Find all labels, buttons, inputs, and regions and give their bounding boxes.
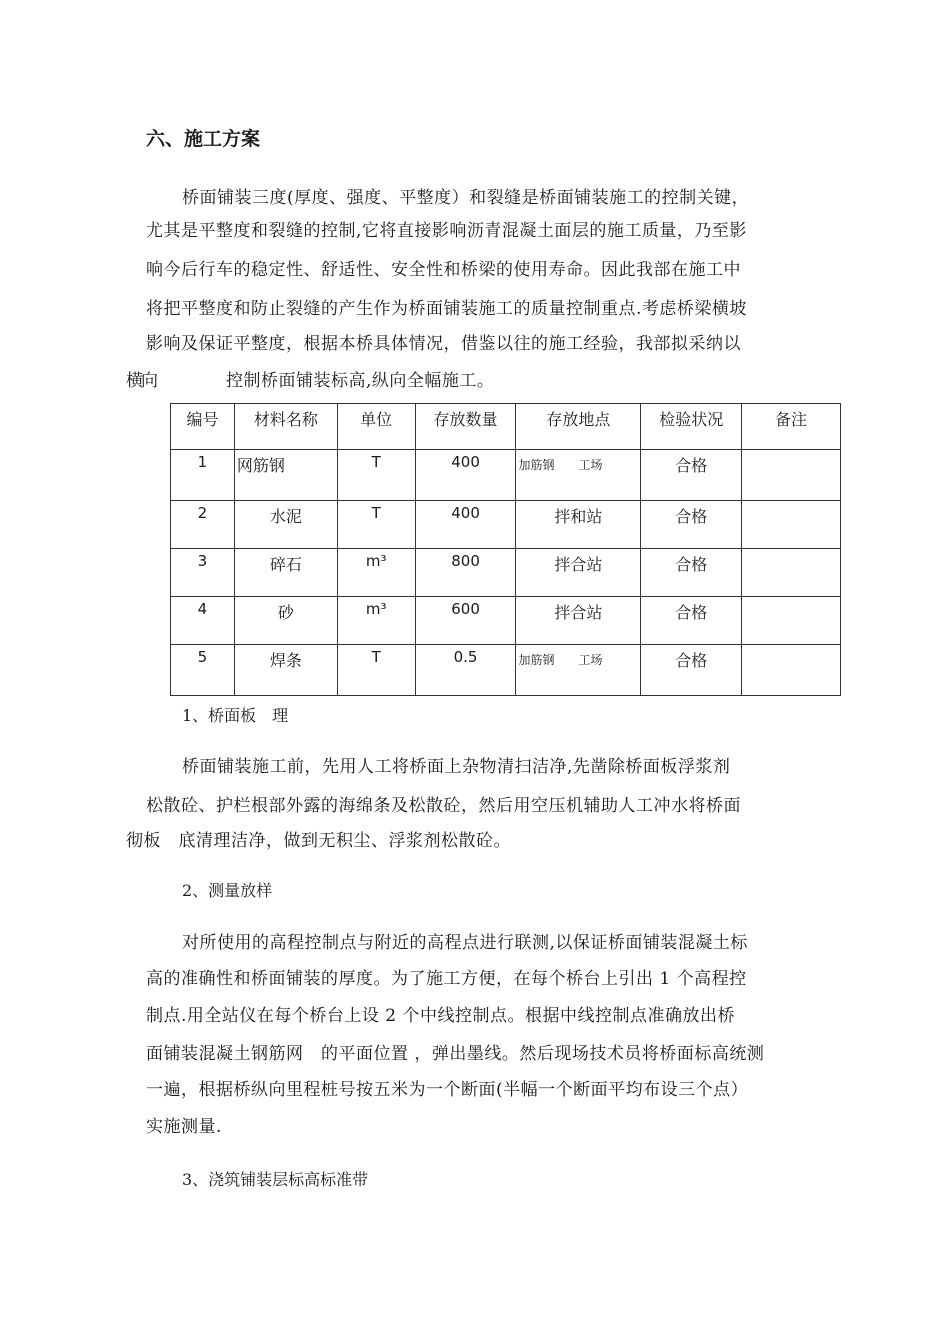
section-3-title: 3、浇筑铺装层标高标准带 <box>182 1170 369 1189</box>
s1-line-3: 彻板 底清理洁净，做到无积尘、浮浆剂松散砼。 <box>126 831 511 851</box>
s2-line-1: 对所使用的高程控制点与附近的高程点进行联测,以保证桥面铺装混凝土标 <box>182 933 748 953</box>
table-cell: 2 <box>171 501 235 549</box>
table-cell: 合格 <box>641 549 742 597</box>
table-cell: 水泥 <box>234 501 337 549</box>
table-cell: T <box>337 501 415 549</box>
table-cell: 400 <box>415 450 516 501</box>
table-cell <box>742 450 841 501</box>
table-cell: 合格 <box>641 450 742 501</box>
intro-line-6 <box>126 366 494 391</box>
table-cell: m³ <box>337 549 415 597</box>
s2-line-6: 实施测量. <box>146 1117 222 1137</box>
table-cell: 碎石 <box>234 549 337 597</box>
table-cell: 400 <box>415 501 516 549</box>
s2-line-5: 一遍，根据桥纵向里程桩号按五米为一个断面(半幅一个断面平均布设三个点） <box>146 1080 749 1100</box>
table-header: 编号 <box>171 404 235 450</box>
intro-line-2: 尤其是平整度和裂缝的控制,它将直接影响沥青混凝土面层的施工质量，乃至影 <box>146 221 747 241</box>
table-header: 单位 <box>337 404 415 450</box>
section-1-title: 1、桥面板 理 <box>182 706 289 725</box>
table-cell: 600 <box>415 597 516 645</box>
intro-line-1: 桥面铺装三度(厚度、强度、平整度）和裂缝是桥面铺装施工的控制关键， <box>182 188 750 208</box>
table-cell: 合格 <box>641 501 742 549</box>
table-cell: 网筋钢 <box>234 450 337 501</box>
table-cell: 5 <box>171 645 235 696</box>
table-header: 检验状况 <box>641 404 742 450</box>
table-cell: 合格 <box>641 645 742 696</box>
table-cell: 1 <box>171 450 235 501</box>
table-cell: m³ <box>337 597 415 645</box>
table-cell: 拌和站 <box>516 501 641 549</box>
s1-line-1: 桥面铺装施工前，先用人工将桥面上杂物清扫洁净,先凿除桥面板浮浆剂 <box>182 757 731 777</box>
intro-line-6-overlap: 横向 <box>126 371 156 391</box>
table-cell <box>742 549 841 597</box>
table-header: 存放地点 <box>516 404 641 450</box>
table-cell: 焊条 <box>234 645 337 696</box>
s2-line-2: 高的准确性和桥面铺装的厚度。为了施工方便，在每个桥台上引出 1 个高程控 <box>146 969 747 989</box>
table-header: 材料名称 <box>234 404 337 450</box>
s1-line-2: 松散砼、护栏根部外露的海绵条及松散砼，然后用空压机辅助人工冲水将桥面 <box>146 796 741 816</box>
intro-line-5: 影响及保证平整度，根据本桥具体情况，借鉴以往的施工经验，我部拟采纳以 <box>146 334 741 354</box>
s2-line-3: 制点.用全站仪在每个桥台上设 2 个中线控制点。根据中线控制点准确放出桥 <box>146 1006 736 1026</box>
table-cell: 加筋钢 工场 <box>516 450 641 501</box>
page-title: 六、施工方案 <box>146 128 261 150</box>
intro-line-3: 响今后行车的稳定性、舒适性、安全性和桥梁的使用寿命。因此我部在施工中 <box>146 260 741 280</box>
table-row <box>171 450 841 501</box>
table-header: 存放数量 <box>415 404 516 450</box>
table-row <box>171 597 841 645</box>
table-row <box>171 645 841 696</box>
table-cell: T <box>337 645 415 696</box>
materials-table <box>170 403 841 696</box>
table-cell: 4 <box>171 597 235 645</box>
table-cell: T <box>337 450 415 501</box>
table-header-row <box>171 404 841 450</box>
table-cell: 合格 <box>641 597 742 645</box>
intro-line-4: 将把平整度和防止裂缝的产生作为桥面铺装施工的质量控制重点.考虑桥梁横坡 <box>146 299 747 319</box>
table-cell <box>742 501 841 549</box>
table-cell: 拌合站 <box>516 549 641 597</box>
table-cell: 800 <box>415 549 516 597</box>
table-cell: 拌合站 <box>516 597 641 645</box>
intro-line-6-text: 控制桥面铺装标高,纵向全幅施工。 <box>226 371 495 391</box>
table-cell <box>742 597 841 645</box>
table-cell: 0.5 <box>415 645 516 696</box>
table-row <box>171 501 841 549</box>
table-cell <box>742 645 841 696</box>
table-header: 备注 <box>742 404 841 450</box>
table-cell: 3 <box>171 549 235 597</box>
table-cell: 砂 <box>234 597 337 645</box>
section-2-title: 2、测量放样 <box>182 881 273 900</box>
table-row <box>171 549 841 597</box>
table-cell: 加筋钢 工场 <box>516 645 641 696</box>
s2-line-4: 面铺装混凝土钢筋网 的平面位置 ，弹出墨线。然后现场技术员将桥面标高统测 <box>146 1044 765 1064</box>
